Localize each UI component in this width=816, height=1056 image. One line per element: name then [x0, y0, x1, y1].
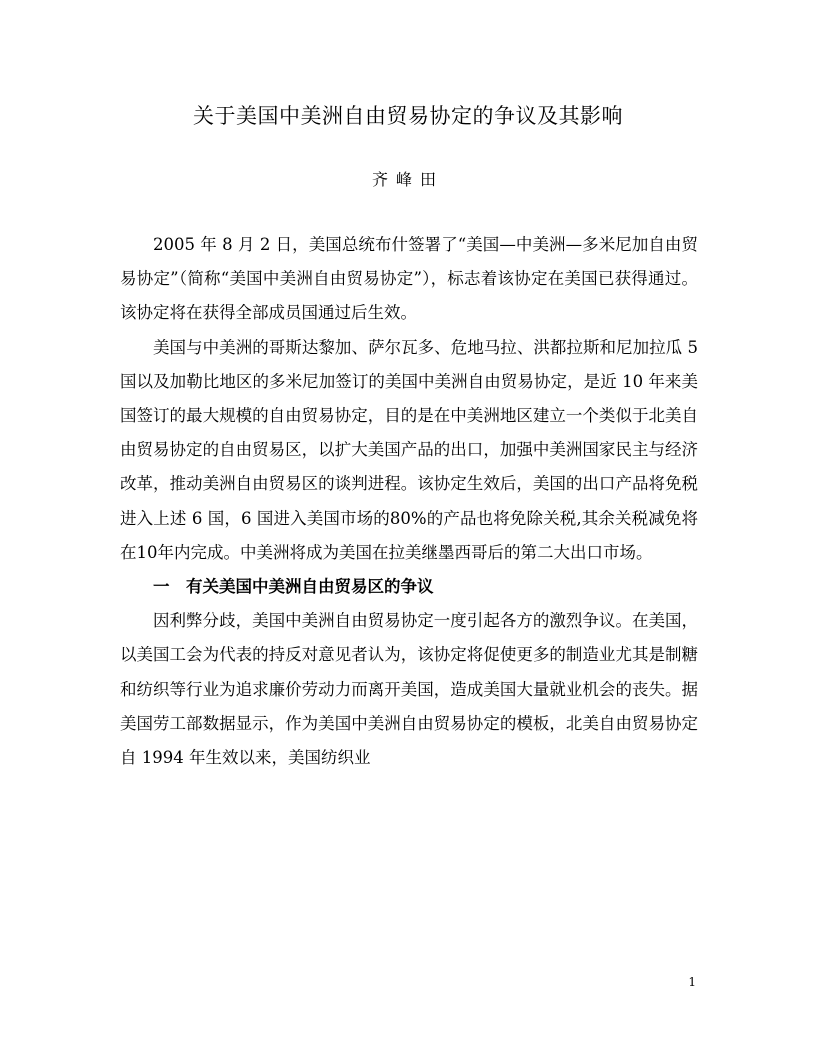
body-paragraph: 因利弊分歧，美国中美洲自由贸易协定一度引起各方的激烈争议。在美国，以美国工会为代表的持反对意见者认为，该协定将促使更多的制造业尤其是制糖和纺织等行业为追求廉价劳动力而离开美国，造成美国大量就业机会的丧失。据美国劳工部数据显示，作为美国中美洲自由贸易协定的模板，北美自由贸易协定自 1994 年生效以来，美国纺织业	[120, 611, 698, 768]
section-heading-text: 有关美国中美洲自由贸易区的争议	[186, 577, 434, 597]
body-paragraph: 2005 年 8 月 2 日，美国总统布什签署了“美国—中美洲—多米尼加自由贸易协定”（简称“美国中美洲自由贸易协定”），标志着该协定在美国已获得通过。该协定将在获得全部成员国通过后生效。	[120, 235, 698, 323]
author-name: 齐峰田	[371, 170, 444, 189]
document-body	[120, 228, 698, 775]
body-paragraph: 美国与中美洲的哥斯达黎加、萨尔瓦多、危地马拉、洪都拉斯和尼加拉瓜 5 国以及加勒比地区的多米尼加签订的美国中美洲自由贸易协定，是近 10 年来美国签订的最大规模的自由贸易协定，目的是在中美洲地区建立一个类似于北美自由贸易协定的自由贸易区，以扩大美国产品的出口，加强中美洲国家民主与经济改革，推动美洲自由贸易区的谈判进程。该协定生效后，美国的出口产品将免税进入上述 6 国，6 国进入美国市场的80%的产品也将免除关税,其余关税减免将在10年内完成。中美洲将成为美国在拉美继墨西哥后的第二大出口市场。	[120, 337, 698, 562]
section-number: 一	[153, 577, 170, 597]
page-number: 1	[688, 975, 696, 989]
document-title: 关于美国中美洲自由贸易协定的争议及其影响	[193, 104, 623, 128]
section-heading	[120, 570, 698, 604]
